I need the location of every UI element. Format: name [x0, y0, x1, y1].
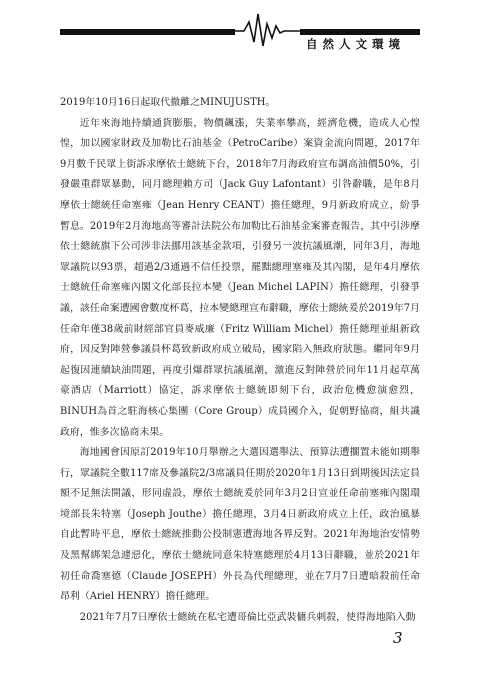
page-header [0, 0, 480, 80]
paragraph: 近年來海地持續通貨膨脹，物價飆漲，失業率攀高，經濟危機，造成人心惶惶，加以國家財政及加勒比石油基金（PetroCaribe）案資金流向問題，2017年9月數千民眾上街訴求摩依士總統下台，2018年7月海政府宣布調高油價50%，引發嚴重群眾暴動，同月總理賴方司（Jack Guy Lafontant）引咎辭職，是年8月摩依士總統任命塞雍（Jean Henry CEANT）擔任總理，9月新政府成立，紛爭暫息。2019年2月海地高等審計法院公布加勒比石油基金案審查報告，其中引涉摩依士總統旗下公司涉非法挪用該基金款項，引發另一波抗議風潮，同年3月，海地眾議院以93票，超過2/3通過不信任投票，罷黜總理塞雍及其內閣，是年4月摩依士總統任命塞雍內閣文化部長拉本變（Jean Michel LAPIN）擔任總理，引發爭議，該任命案遭國會數度杯葛，拉本變總理宣布辭職，摩依士總統爰於2019年7月任命年僅38歲前財經部官員麥威廉（Fritz William Michel）擔任總理並組新政府，因反對陣營參議員杯葛致新政府成立破局，國家陷入無政府狀態。繼同年9月起復因連續缺油問題，再度引爆群眾抗議風潮，激進反對陣營於同年11月起草萬豪酒店（Marriott）協定，訴求摩依士總統即刻下台，政治危機愈演愈烈，BINUH為首之駐海核心集團（Core Group）成員國介入，促朝野協商，組共識政府，惟多次協商未果。 [60, 117, 420, 438]
body-text [60, 93, 420, 628]
section-title: 自然人文環境 [306, 37, 405, 51]
header-rule-right [300, 29, 420, 35]
paragraph: 2019年10月16日起取代撤離之MINUJUSTH。 [60, 97, 276, 108]
page-number: 3 [393, 629, 403, 647]
paragraph: 2021年7月7日摩依士總統在私宅遭哥倫比亞武裝傭兵刺殺，使得海地陷入動 [79, 611, 416, 623]
paragraph: 海地國會因原訂2019年10月舉辦之大選因選舉法、預算法遭擱置未能如期舉行，眾議院全數117席及參議院2/3席議員任期於2020年1月13日到期後因法定員額不足無法開議，形同虛設，摩依士總統爰於同年3月2日宣並任命前塞雍內閣環境部長朱特塞（Joseph Jouthe）擔任總理，3月4日新政府成立上任，政治風暴自此暫時平息，摩依士總統推動公投制憲遭海地各界反對。2021年海地治安情勢及黑幫綁架急遽惡化，摩依士總統同意朱特塞總理於4月13日辭職，並於2021年初任命喬塞德（Claude JOSEPH）外長為代理總理，並在7月7日遭暗殺前任命昂利（Ariel HENRY）擔任總理。 [60, 447, 420, 603]
